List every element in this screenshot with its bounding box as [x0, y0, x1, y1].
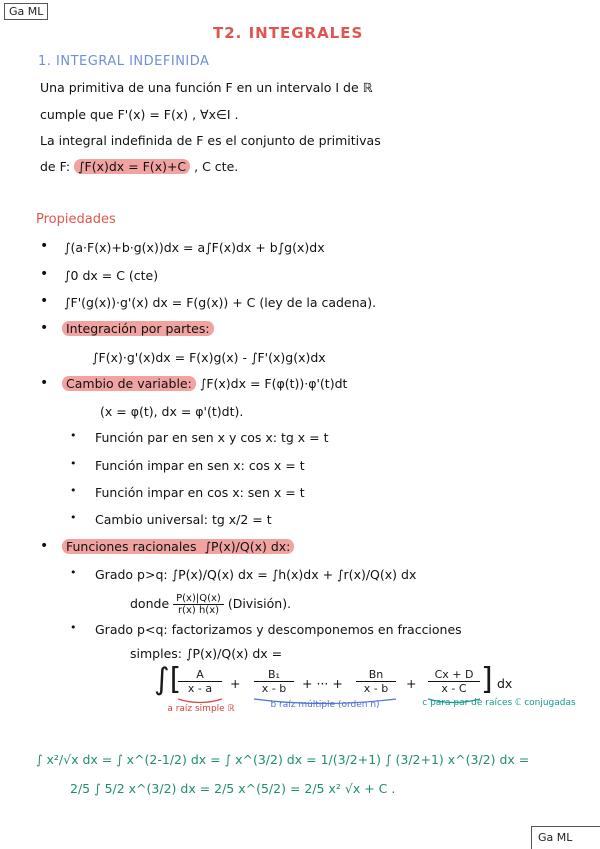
label-complex-roots: c para par de raíces ℂ conjugadas	[422, 698, 576, 708]
sub-bullet: •	[70, 484, 77, 497]
bracket-close: ]	[481, 662, 493, 697]
example-line-2: 2/5 ∫ 5/2 x^(3/2) dx = 2/5 x^(5/2) = 2/5 x² √x + C .	[70, 781, 396, 796]
rational-formula: ∫P(x)/Q(x) dx:	[204, 539, 291, 554]
substitution-highlight: Cambio de variable:	[62, 376, 196, 391]
sub-bullet: •	[70, 457, 77, 470]
definition-line-2: cumple que F'(x) = F(x) , ∀x∈I .	[40, 107, 239, 122]
division-label: (División).	[227, 596, 292, 611]
substitution-item: Función impar en sen x: cos x = t	[95, 458, 305, 473]
properties-title: Propiedades	[36, 212, 116, 227]
fraction-term-bn-num: Bn	[356, 668, 396, 682]
bullet: •	[40, 266, 49, 282]
brace-a	[178, 699, 222, 703]
label-multiple-root: b raíz múltiple (orden n)	[270, 700, 380, 710]
footer-tag: Ga ML	[538, 831, 573, 844]
ellipsis-sum: + ··· +	[302, 676, 343, 691]
sub-bullet: •	[70, 566, 77, 579]
indefinite-integral-highlight: ∫F(x)dx = F(x)+C	[74, 159, 190, 174]
bullet: •	[40, 238, 49, 254]
division-scheme-top: P(x)|Q(x)	[173, 593, 224, 605]
rational-label: Funciones racionales	[66, 539, 197, 554]
rational-grado-menor: Grado p<q: factorizamos y descomponemos en fracciones	[95, 622, 462, 637]
bullet: •	[40, 293, 49, 309]
header-tag: Ga ML	[4, 3, 48, 20]
fraction-term-a-num: A	[178, 668, 222, 682]
substitution-item: Función par en sen x y cos x: tg x = t	[95, 430, 329, 445]
fraction-term-c-den: x - C	[441, 682, 467, 695]
section-title: 1. INTEGRAL INDEFINIDA	[38, 54, 210, 69]
plus-sign: +	[230, 676, 241, 691]
substitution-item: Cambio universal: tg x/2 = t	[95, 512, 272, 527]
definition-line-3: La integral indefinida de F es el conjunto de primitivas	[40, 133, 381, 148]
division-scheme-bottom: r(x) h(x)	[177, 605, 220, 616]
example-line-1: ∫ x²/√x dx = ∫ x^(2-1/2) dx = ∫ x^(3/2) dx = 1/(3/2+1) ∫ (3/2+1) x^(3/2) dx =	[36, 752, 530, 767]
substitution-item: Función impar en cos x: sen x = t	[95, 485, 305, 500]
sub-bullet: •	[70, 429, 77, 442]
sub-bullet: •	[70, 511, 77, 524]
sub-bullet: •	[70, 621, 77, 634]
donde-label: donde	[130, 596, 170, 611]
bullet: •	[40, 538, 49, 554]
bullet: •	[40, 320, 49, 336]
fraction-term-b1-den: x - b	[261, 682, 287, 695]
property-zero: ∫0 dx = C (cte)	[64, 268, 159, 283]
bullet: •	[40, 375, 49, 391]
decomposition-dx: dx	[497, 676, 513, 691]
fraction-term-b1-num: B₁	[254, 668, 294, 682]
definition-line-1: Una primitiva de una función F en un intervalo I de ℝ	[40, 80, 373, 95]
property-chain-rule: ∫F'(g(x))·g'(x) dx = F(g(x)) + C (ley de la cadena).	[64, 295, 377, 310]
integral-bracket-open: ∫[	[154, 662, 182, 697]
substitution-sub: (x = φ(t), dx = φ'(t)dt).	[100, 404, 244, 419]
property-linearity: ∫(a·F(x)+b·g(x))dx = a∫F(x)dx + b∫g(x)dx	[64, 240, 325, 255]
parts-formula: ∫F(x)·g'(x)dx = F(x)g(x) - ∫F'(x)g(x)dx	[92, 350, 326, 365]
fraction-term-bn-den: x - b	[363, 682, 389, 695]
rational-grado-mayor: Grado p>q: ∫P(x)/Q(x) dx = ∫h(x)dx + ∫r(x)/Q(x) dx	[95, 567, 417, 582]
page-title: T2. INTEGRALES	[213, 24, 364, 42]
fraction-term-a-den: x - a	[187, 682, 213, 695]
plus-sign: +	[406, 676, 417, 691]
definition-line-4-post: , C cte.	[194, 159, 239, 174]
definition-line-4-pre: de F:	[40, 159, 71, 174]
fraction-term-c-num: Cx + D	[428, 668, 480, 682]
parts-highlight: Integración por partes:	[62, 321, 214, 336]
substitution-formula: ∫F(x)dx = F(φ(t))·φ'(t)dt	[199, 376, 348, 391]
simples-line: simples: ∫P(x)/Q(x) dx =	[130, 646, 283, 661]
label-simple-root: a raíz simple ℝ	[167, 704, 235, 714]
